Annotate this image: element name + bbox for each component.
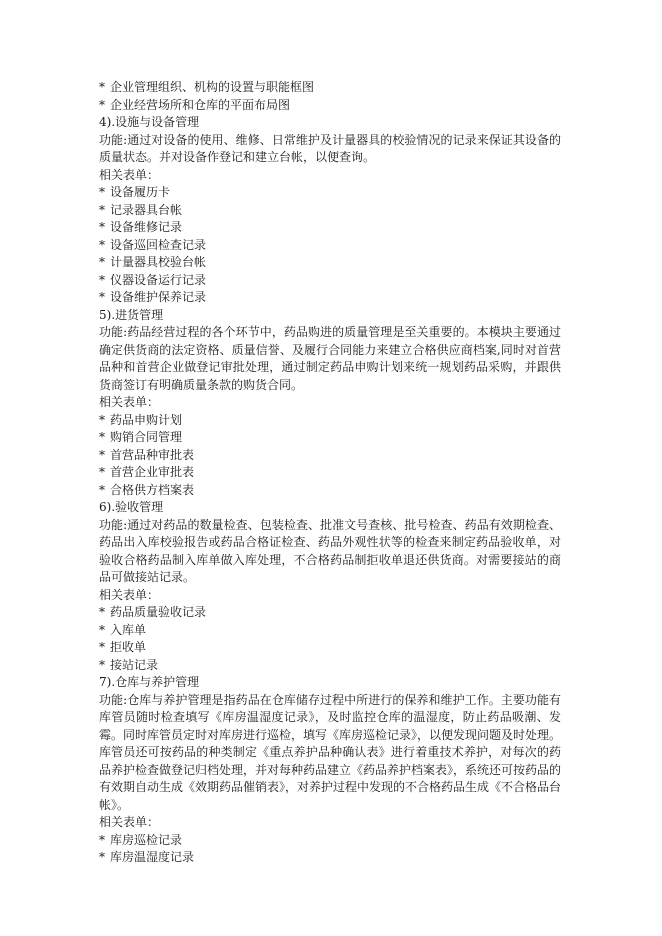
bullet-mark: *: [99, 430, 105, 444]
bullet-text: 设备维修记录: [110, 220, 183, 234]
bullet-text: 首营品种审批表: [110, 447, 195, 462]
bullet-mark: *: [99, 220, 105, 234]
bullet-text: 药品申购计划: [110, 412, 183, 427]
bullet-text: 记录器具台帐: [110, 202, 183, 217]
form-list-item: [99, 219, 561, 237]
form-list-item: [99, 639, 561, 657]
related-forms-label: 相关表单：: [99, 587, 160, 602]
bullet-text: 拒收单: [110, 640, 147, 654]
form-list-item: [99, 657, 561, 675]
section-description: 功能:仓库与养护管理是指药品在仓库储存过程中所进行的保养和维护工作。主要功能有库管员随时检查填写《库房温湿度记录》，及时监控仓库的温湿度，防止药品吸潮、发霉。同时库管员定时对库房进行巡检，填写《库房巡检记录》，以便发现问题及时处理。库管员还可按药品的种类制定《重点养护品种确认表》进行着重技术养护，对每次的药品养护检查做登记归档处理，并对每种药品建立《药品养护档案表》，系统还可按药品的有效期自动生成《效期药品催销表》，对养护过程中发现的不合格药品生成《不合格品台帐》。: [99, 692, 562, 812]
form-list-item: [99, 464, 561, 482]
bullet-mark: *: [99, 605, 105, 619]
bullet-text: 仪器设备运行记录: [110, 272, 207, 287]
section-description: 功能:药品经营过程的各个环节中，药品购进的质量管理是至关重要的。本模块主要通过确定供货商的法定资格、质量信誉、及履行合同能力来建立合格供应商档案,同时对首营品种和首营企业做登记审批处理，通过制定药品申购计划来统一规划药品采购，并跟供货商签订有明确质量条款的购货合同。: [99, 325, 561, 392]
bullet-text: 企业管理组织、机构的设置与职能框图: [110, 80, 315, 94]
bullet-mark: *: [99, 640, 105, 654]
section-description: 功能:通过对设备的使用、维修、日常维护及计量器具的校验情况的记录来保证其设备的质量状态。并对设备作登记和建立台帐，以便查询。: [99, 132, 561, 164]
bullet-mark: *: [99, 412, 105, 427]
section-heading: 6).验收管理: [99, 500, 164, 514]
form-list-item: [99, 237, 561, 255]
related-forms-label: 相关表单：: [99, 167, 160, 182]
bullet-mark: *: [99, 272, 105, 287]
form-list-item: [99, 849, 561, 867]
form-list-item: [99, 622, 561, 640]
form-list-item: [99, 412, 561, 430]
bullet-mark: *: [99, 447, 105, 462]
bullet-text: 库房巡检记录: [110, 832, 183, 847]
bullet-text: 企业经营场所和仓库的平面布局图: [110, 97, 291, 112]
bullet-text: 设备维护保养记录: [110, 290, 207, 304]
bullet-mark: *: [99, 482, 105, 497]
form-list-item: [99, 184, 561, 202]
document-page: [99, 79, 561, 867]
bullet-mark: *: [99, 465, 105, 479]
bullet-text: 设备履历卡: [110, 185, 171, 199]
section-heading: 4).设施与设备管理: [99, 115, 200, 129]
form-list-item: [99, 447, 561, 465]
form-list-item: [99, 202, 561, 220]
bullet-text: 药品质量验收记录: [110, 605, 207, 619]
bullet-text: 首营企业审批表: [110, 465, 195, 479]
section-heading: 7).仓库与养护管理: [99, 675, 200, 689]
bullet-mark: *: [99, 850, 105, 864]
bullet-mark: *: [99, 622, 105, 637]
bullet-mark: *: [99, 185, 105, 199]
bullet-text: 接站记录: [110, 657, 159, 672]
bullet-text: 设备巡回检查记录: [110, 237, 207, 252]
bullet-mark: *: [99, 657, 105, 672]
bullet-mark: *: [99, 290, 105, 304]
section-heading: 5).进货管理: [99, 307, 164, 322]
form-list-item: [99, 289, 561, 307]
intro-bullet-item: [99, 79, 561, 97]
bullet-mark: *: [99, 97, 105, 112]
intro-bullet-item: [99, 97, 561, 115]
form-list-item: [99, 254, 561, 272]
form-list-item: [99, 604, 561, 622]
bullet-text: 合格供方档案表: [110, 482, 195, 497]
bullet-text: 计量器具校验台帐: [110, 255, 207, 269]
bullet-mark: *: [99, 237, 105, 252]
bullet-text: 库房温湿度记录: [110, 850, 195, 864]
bullet-text: 购销合同管理: [110, 430, 183, 444]
bullet-text: 入库单: [110, 622, 147, 637]
section-description: 功能:通过对药品的数量检查、包装检查、批准文号查核、批号检查、药品有效期检查、药品出入库校验报告或药品合格证检查、药品外观性状等的检查来制定药品验收单，对验收合格药品制入库单做入库处理，不合格药品制拒收单退还供货商。对需要接站的商品可做接站记录。: [99, 517, 561, 584]
form-list-item: [99, 482, 561, 500]
bullet-mark: *: [99, 202, 105, 217]
bullet-mark: *: [99, 832, 105, 847]
form-list-item: [99, 429, 561, 447]
form-list-item: [99, 272, 561, 290]
related-forms-label: 相关表单：: [99, 395, 160, 409]
related-forms-label: 相关表单：: [99, 815, 160, 829]
form-list-item: [99, 832, 561, 850]
bullet-mark: *: [99, 255, 105, 269]
bullet-mark: *: [99, 80, 105, 94]
